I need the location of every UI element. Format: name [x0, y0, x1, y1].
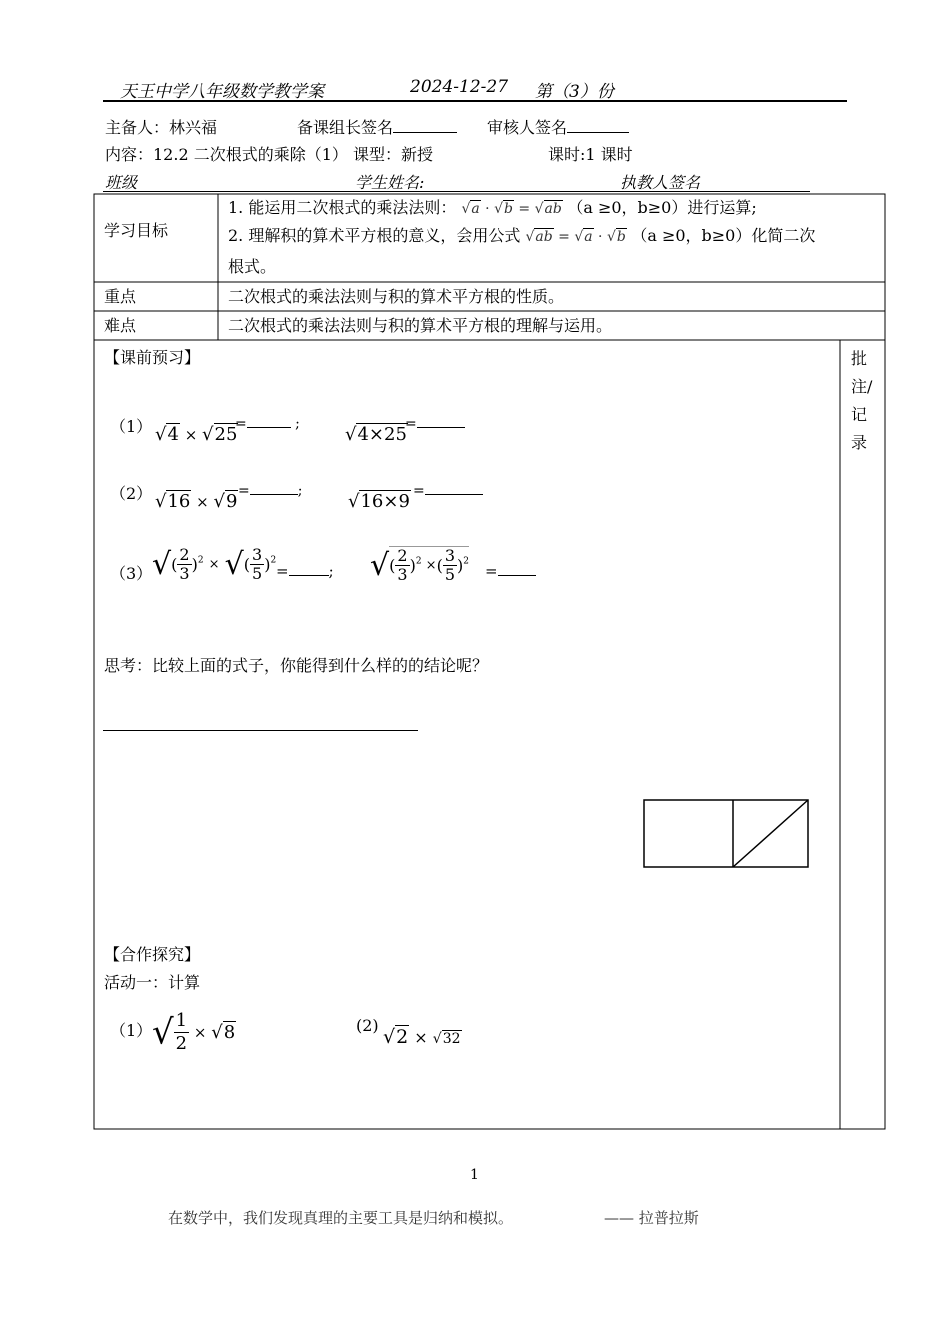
school-title: 天王中学八年级数学教学案 — [120, 82, 324, 102]
a2-expr: √2 × √32 — [383, 1026, 461, 1048]
student-label: 学生姓名: — [355, 173, 425, 192]
q1-eq-a: = ; — [235, 416, 300, 432]
a2-label: (2) — [356, 1016, 379, 1035]
q2-eq-b: = — [413, 483, 483, 499]
goal-1-suffix: （a ≥0，b≥0）进行运算; — [567, 198, 757, 217]
goal-2-suffix: （a ≥0，b≥0）化简二次 — [631, 226, 816, 245]
activity-1: 活动一：计算 — [104, 973, 201, 992]
q1-expr-b: √4×25 — [345, 424, 407, 445]
difficulty-text: 二次根式的乘法法则与积的算术平方根的理解与运用。 — [228, 316, 613, 335]
class-label: 班级 — [105, 173, 138, 192]
page-number: 1 — [470, 1167, 479, 1183]
copy-number: 第（3）份 — [535, 82, 614, 102]
q1-label: （1） — [110, 417, 153, 436]
q3-blank-b[interactable] — [498, 575, 536, 576]
preparer: 主备人：林兴福 — [105, 118, 218, 137]
side-note-2: 注/ — [851, 377, 873, 396]
a1-label: （1） — [110, 1021, 153, 1040]
think-question: 思考：比较上面的式子，你能得到什么样的的结论呢？ — [104, 656, 489, 675]
difficulty-label: 难点 — [104, 316, 137, 335]
footer-author: —— 拉普拉斯 — [604, 1209, 699, 1227]
q3-label: （3） — [110, 564, 153, 583]
q3-expr-a: √( $\frac{2}{3}$ )$^2$ × √( $\frac{3}{5}$ )$^2$ — [152, 545, 277, 583]
q2-expr-a: √16 × √9 — [155, 491, 238, 512]
content-line: 内容：12.2 二次根式的乘除（1） 课型：新授 — [105, 145, 433, 164]
q1-blank-a[interactable] — [247, 427, 291, 428]
footer-quote: 在数学中，我们发现真理的主要工具是归纳和模拟。 — [168, 1209, 514, 1227]
q3-blank-a[interactable] — [289, 575, 329, 576]
q2-eq-a: = ; — [238, 483, 303, 499]
group-sign-label: 备课组长签名 — [297, 118, 394, 137]
key-label: 重点 — [104, 287, 137, 306]
lesson-date: 2024-12-27 — [410, 77, 509, 97]
rule-formula: √a · √b = √ab — [461, 201, 562, 217]
a1-expr: √ $\frac{1}{2}$ × √8 — [152, 1010, 236, 1054]
side-note-3: 记 — [851, 405, 868, 424]
goal-2-prefix: 2. 理解积的算术平方根的意义，会用公式 — [228, 226, 521, 245]
q2-expr-b: √16×9 — [348, 491, 410, 512]
q2-blank-b[interactable] — [425, 494, 483, 495]
score-box — [643, 799, 810, 869]
goal-1-prefix: 1. 能运用二次根式的乘法法则： — [228, 198, 457, 217]
goal-2-cont: 根式。 — [228, 257, 277, 276]
q3-eq-b: = — [485, 562, 536, 580]
q2-label: （2） — [110, 484, 153, 503]
teacher-label: 执教人签名 — [620, 173, 701, 192]
q3-eq-a: = ; — [276, 562, 334, 580]
key-text: 二次根式的乘法法则与积的算术平方根的性质。 — [228, 287, 565, 306]
goal-1 — [228, 195, 757, 222]
review-sign-label: 审核人签名 — [487, 118, 568, 137]
product-root-formula: √ab = √a · √b — [525, 229, 626, 245]
preview-heading: 【课前预习】 — [104, 348, 201, 367]
q2-blank-a[interactable] — [250, 494, 298, 495]
q3-expr-b: √( $\frac{2}{3}$ )$^2$ ×( $\frac{3}{5}$ )$^2$ — [370, 546, 469, 584]
goal-2 — [228, 223, 815, 250]
goal-label: 学习目标 — [104, 221, 169, 240]
side-note-1: 批 — [851, 349, 868, 368]
think-answer-line[interactable] — [103, 730, 418, 731]
q1-expr-a: √4 × √25 — [155, 424, 238, 445]
side-note-4: 录 — [851, 433, 868, 452]
q1-eq-b: = — [405, 416, 465, 432]
explore-heading: 【合作探究】 — [104, 945, 201, 964]
lesson-time: 课时:1 课时 — [548, 145, 633, 164]
q1-blank-b[interactable] — [417, 427, 465, 428]
